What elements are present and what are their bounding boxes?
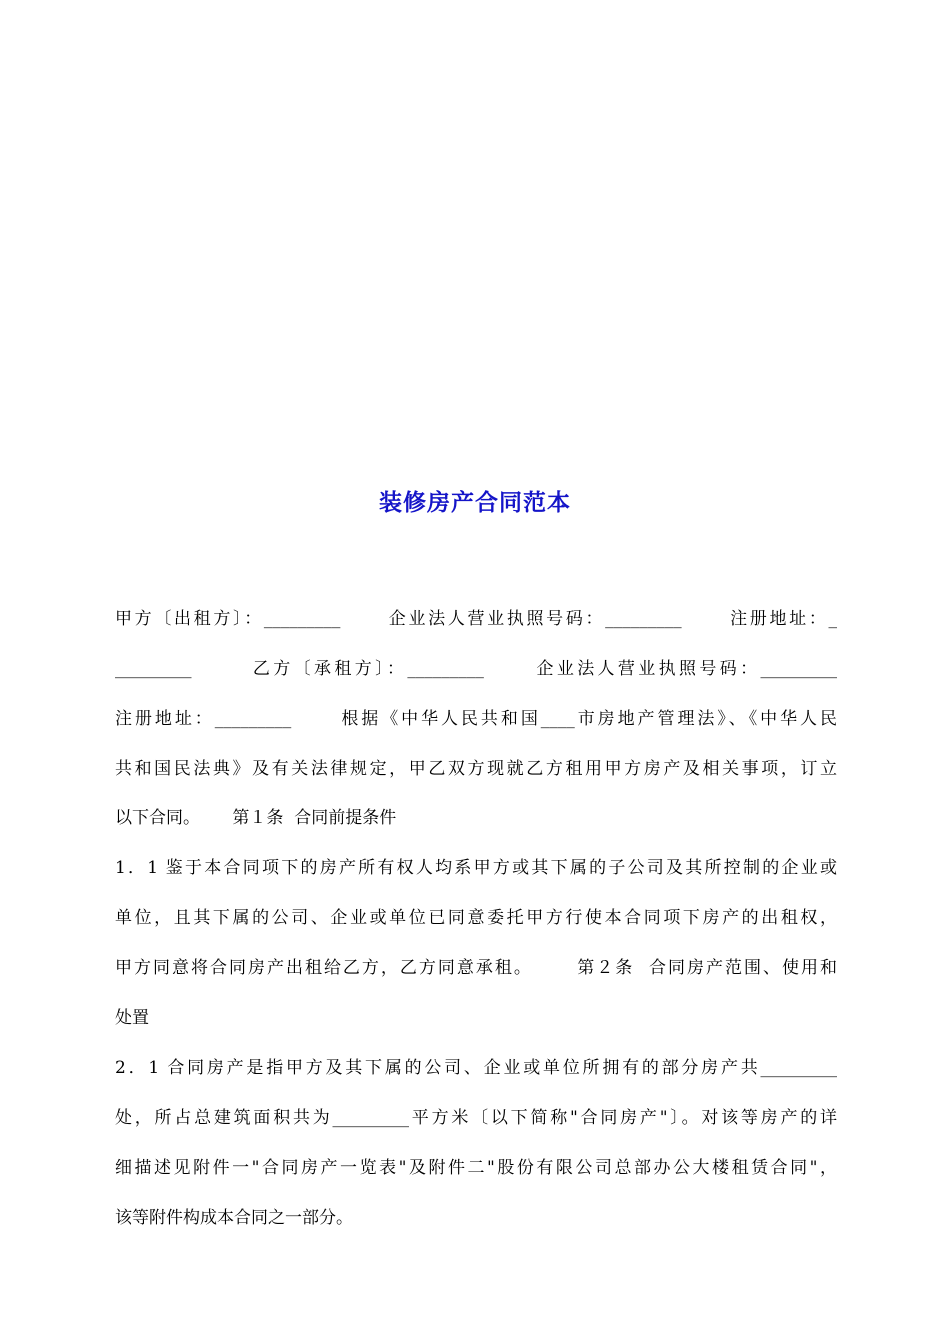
paragraph-line: 处，所占总建筑面积共为_________平方米〔以下简称"合同房产"〕。对该等房产的详 (115, 1108, 837, 1128)
paragraph-line: 该等附件构成本合同之一部分。 (115, 1208, 353, 1228)
paragraph-line: 2．1 合同房产是指甲方及其下属的公司、企业或单位所拥有的部分房产共_________ (115, 1058, 837, 1078)
paragraph-line: _________ 乙方〔承租方〕：_________ 企业法人营业执照号码：_________ (115, 659, 837, 679)
document-title: 装修房产合同范本 (379, 490, 571, 516)
paragraph-line: 注册地址：_________ 根据《中华人民共和国____市房地产管理法》、《中华人民 (115, 709, 837, 729)
paragraph-line: 细描述见附件一"合同房产一览表"及附件二"股份有限公司总部办公大楼租赁合同"， (115, 1158, 837, 1178)
paragraph-line: 单位，且其下属的公司、企业或单位已同意委托甲方行使本合同项下房产的出租权， (115, 908, 837, 928)
paragraph-line: 1．1 鉴于本合同项下的房产所有权人均系甲方或其下属的子公司及其所控制的企业或 (115, 858, 837, 878)
paragraph-line: 以下合同。 第１条 合同前提条件 (115, 808, 397, 828)
paragraph-line: 共和国民法典》及有关法律规定，甲乙双方现就乙方租用甲方房产及相关事项，订立 (115, 759, 837, 779)
paragraph-line: 甲方〔出租方〕：_________ 企业法人营业执照号码：_________ 注册地址：_ (115, 609, 837, 629)
paragraph-line: 甲方同意将合同房产出租给乙方，乙方同意承租。 第２条 合同房产范围、使用和 (115, 958, 837, 978)
paragraph-line: 处置 (115, 1008, 149, 1028)
